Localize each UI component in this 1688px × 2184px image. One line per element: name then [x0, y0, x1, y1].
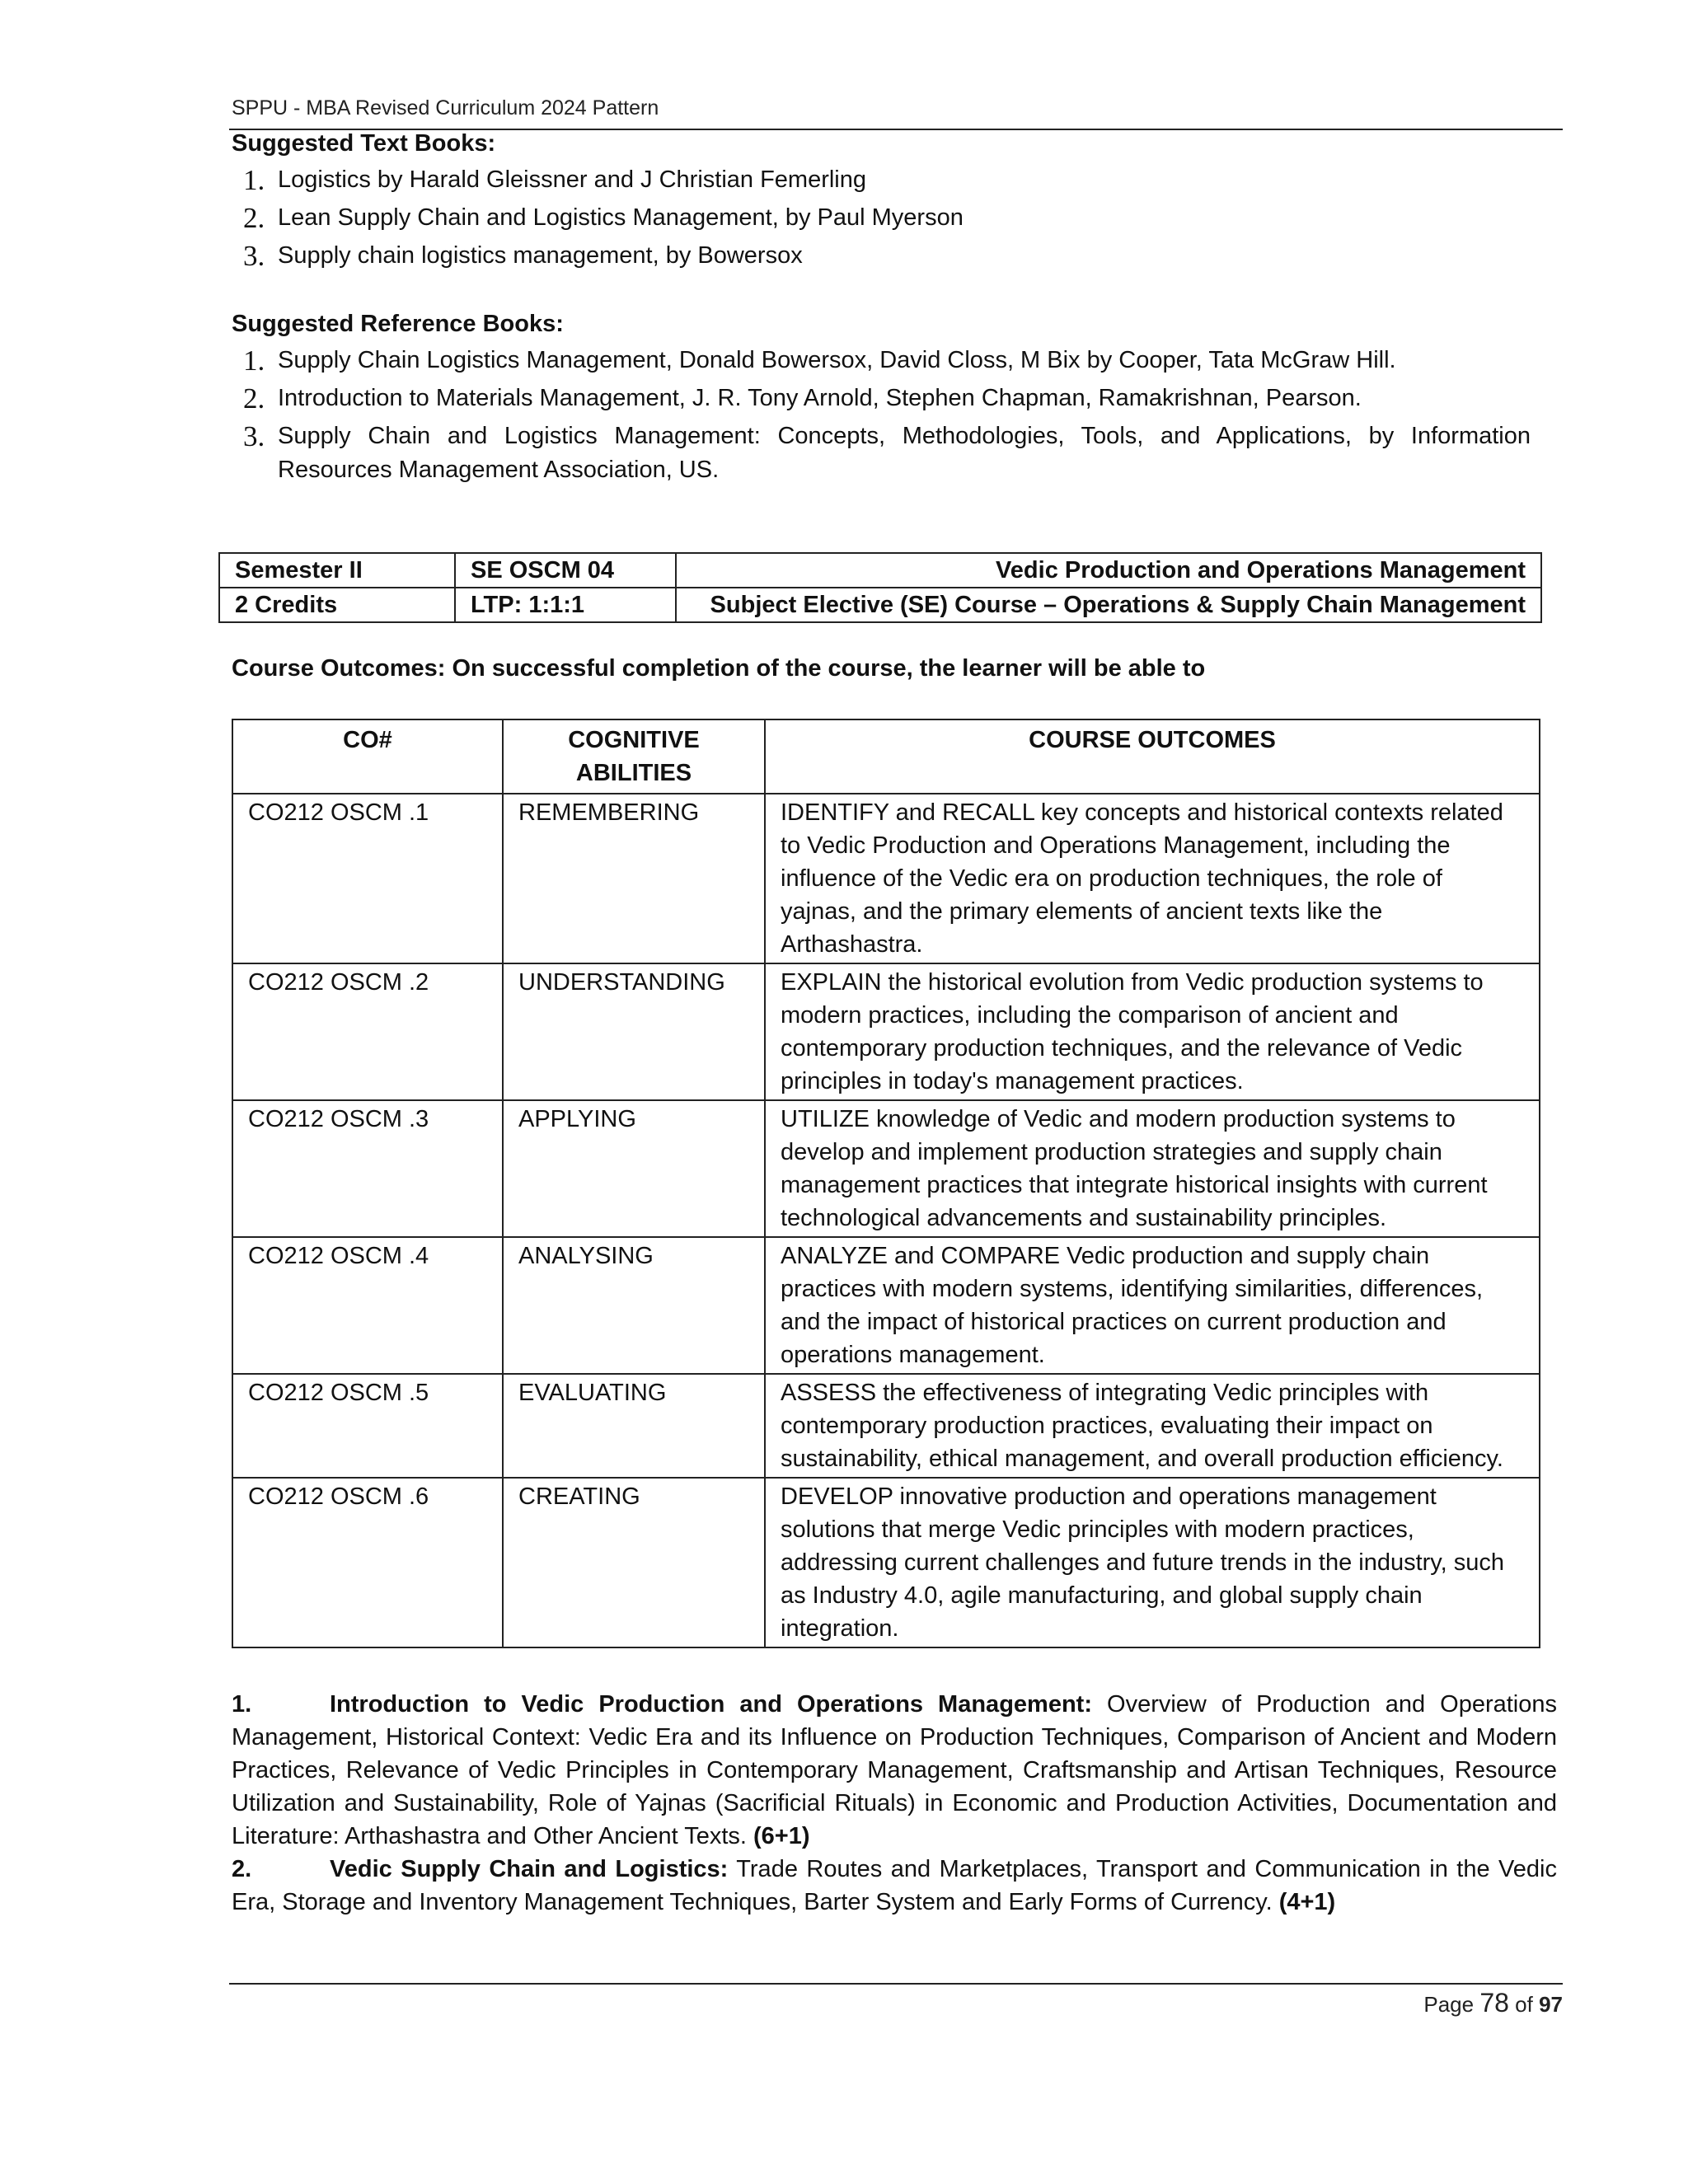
- course-outcomes-table: [232, 719, 1540, 1648]
- semester-cell: Semester II: [219, 553, 455, 588]
- text-books-list: [243, 163, 1562, 277]
- course-outcomes-heading: Course Outcomes: On successful completion of the course, the learner will be able to: [232, 655, 1206, 682]
- outcome-cell: ASSESS the effectiveness of integrating Vedic principles with contemporary production practices, evaluating their impact on sustainability, ethical management, and overall production efficiency.: [765, 1374, 1540, 1478]
- reference-books-list: [243, 344, 1562, 491]
- reference-books-title: Suggested Reference Books:: [232, 311, 564, 337]
- list-item: [243, 239, 1562, 273]
- list-text: Supply Chain and Logistics Management: Concepts, Methodologies, Tools, and Applications, by Information Resources Management Association, US.: [278, 423, 1531, 483]
- co-code-cell: CO212 OSCM .4: [232, 1237, 503, 1374]
- co-code-cell: CO212 OSCM .5: [232, 1374, 503, 1478]
- ltp-cell: LTP: 1:1:1: [455, 588, 676, 622]
- unit-title: Introduction to Vedic Production and Operations Management:: [330, 1691, 1092, 1718]
- list-item: [243, 344, 1562, 377]
- list-number: 1.: [243, 344, 265, 377]
- of-word: of: [1515, 1992, 1533, 2017]
- text-books-title: Suggested Text Books:: [232, 130, 496, 157]
- unit-credit: (4+1): [1278, 1889, 1336, 1915]
- list-text: Lean Supply Chain and Logistics Management, by Paul Myerson: [278, 204, 964, 231]
- unit-title: Vedic Supply Chain and Logistics:: [330, 1856, 729, 1882]
- column-header-co: CO#: [232, 719, 503, 794]
- footer-divider: [229, 1983, 1563, 1985]
- list-number: 2.: [243, 202, 265, 234]
- table-row: [232, 1478, 1540, 1647]
- ability-cell: APPLYING: [503, 1100, 765, 1237]
- list-item: [243, 382, 1562, 415]
- co-code-cell: CO212 OSCM .2: [232, 963, 503, 1100]
- outcome-cell: DEVELOP innovative production and operations management solutions that merge Vedic principles with modern practices, addressing current challenges and future trends in the industry, such as Industry 4.0, agile manufacturing, and global supply chain integration.: [765, 1478, 1540, 1647]
- list-text: Supply Chain Logistics Management, Donald Bowersox, David Closs, M Bix by Cooper, Tata McGraw Hill.: [278, 347, 1396, 373]
- list-number: 1.: [243, 164, 265, 196]
- ability-cell: UNDERSTANDING: [503, 963, 765, 1100]
- course-code-cell: SE OSCM 04: [455, 553, 676, 588]
- list-text: Logistics by Harald Gleissner and J Christian Femerling: [278, 166, 867, 193]
- credits-cell: 2 Credits: [219, 588, 455, 622]
- outcome-cell: IDENTIFY and RECALL key concepts and historical contexts related to Vedic Production and Operations Management, including the influence of the Vedic era on production techniques, the role of yajnas, and the primary elements of ancient texts like the Arthashastra.: [765, 794, 1540, 963]
- ability-cell: REMEMBERING: [503, 794, 765, 963]
- course-info-table: [218, 552, 1542, 623]
- table-header-row: [232, 719, 1540, 794]
- table-row: [219, 553, 1541, 588]
- list-item: [243, 419, 1531, 487]
- list-item: [243, 163, 1562, 197]
- list-item: [243, 201, 1562, 235]
- course-name-cell: Vedic Production and Operations Management: [676, 553, 1541, 588]
- list-number: 2.: [243, 382, 265, 415]
- list-text: Supply chain logistics management, by Bowersox: [278, 242, 803, 269]
- co-code-cell: CO212 OSCM .6: [232, 1478, 503, 1647]
- table-row: [232, 963, 1540, 1100]
- syllabus-unit: [232, 1688, 1557, 1853]
- unit-number: 2.: [232, 1856, 252, 1882]
- co-code-cell: CO212 OSCM .3: [232, 1100, 503, 1237]
- current-page: 78: [1479, 1988, 1509, 2018]
- syllabus-unit: [232, 1853, 1557, 1919]
- unit-number: 1.: [232, 1691, 252, 1718]
- running-header: SPPU - MBA Revised Curriculum 2024 Pattern: [232, 96, 659, 120]
- page-number: [1423, 1988, 1563, 2018]
- column-header-abilities: COGNITIVE ABILITIES: [503, 719, 765, 794]
- unit-body: Trade Routes and Marketplaces, Transport and Communication in the Vedic Era, Storage and Inventory Management Techniques, Barter System and Early Forms of Currency.: [232, 1856, 1557, 1915]
- table-row: [232, 1374, 1540, 1478]
- outcome-cell: UTILIZE knowledge of Vedic and modern production systems to develop and implement production strategies and supply chain management practices that integrate historical insights with current technological advancements and sustainability principles.: [765, 1100, 1540, 1237]
- ability-cell: ANALYSING: [503, 1237, 765, 1374]
- page-word: Page: [1423, 1992, 1475, 2017]
- table-row: [219, 588, 1541, 622]
- table-row: [232, 794, 1540, 963]
- table-row: [232, 1237, 1540, 1374]
- unit-body: Overview of Production and Operations Management, Historical Context: Vedic Era and its Influence on Production Techniques, Comparison of Ancient and Modern Practices, Relevance of Vedic Principles in Contemporary Management, Craftsmanship and Artisan Techniques, Resource Utilization and Sustainability, Role of Yajnas (Sacrificial Rituals) in Economic and Production Activities, Documentation and Literature: Arthashastra and Other Ancient Texts.: [232, 1691, 1558, 1849]
- unit-credit: (6+1): [753, 1823, 810, 1849]
- co-code-cell: CO212 OSCM .1: [232, 794, 503, 963]
- ability-cell: CREATING: [503, 1478, 765, 1647]
- outcome-cell: ANALYZE and COMPARE Vedic production and supply chain practices with modern systems, identifying similarities, differences, and the impact of historical practices on current production and operations management.: [765, 1237, 1540, 1374]
- course-category-cell: Subject Elective (SE) Course – Operations & Supply Chain Management: [676, 588, 1541, 622]
- total-pages: 97: [1539, 1992, 1563, 2017]
- list-text: Introduction to Materials Management, J. R. Tony Arnold, Stephen Chapman, Ramakrishnan, Pearson.: [278, 385, 1362, 411]
- table-row: [232, 1100, 1540, 1237]
- outcome-cell: EXPLAIN the historical evolution from Vedic production systems to modern practices, including the comparison of ancient and contemporary production techniques, and the relevance of Vedic principles in today's management practices.: [765, 963, 1540, 1100]
- column-header-outcomes: COURSE OUTCOMES: [765, 719, 1540, 794]
- syllabus-units: [232, 1688, 1557, 1919]
- list-number: 3.: [243, 240, 265, 272]
- ability-cell: EVALUATING: [503, 1374, 765, 1478]
- list-number: 3.: [243, 420, 265, 452]
